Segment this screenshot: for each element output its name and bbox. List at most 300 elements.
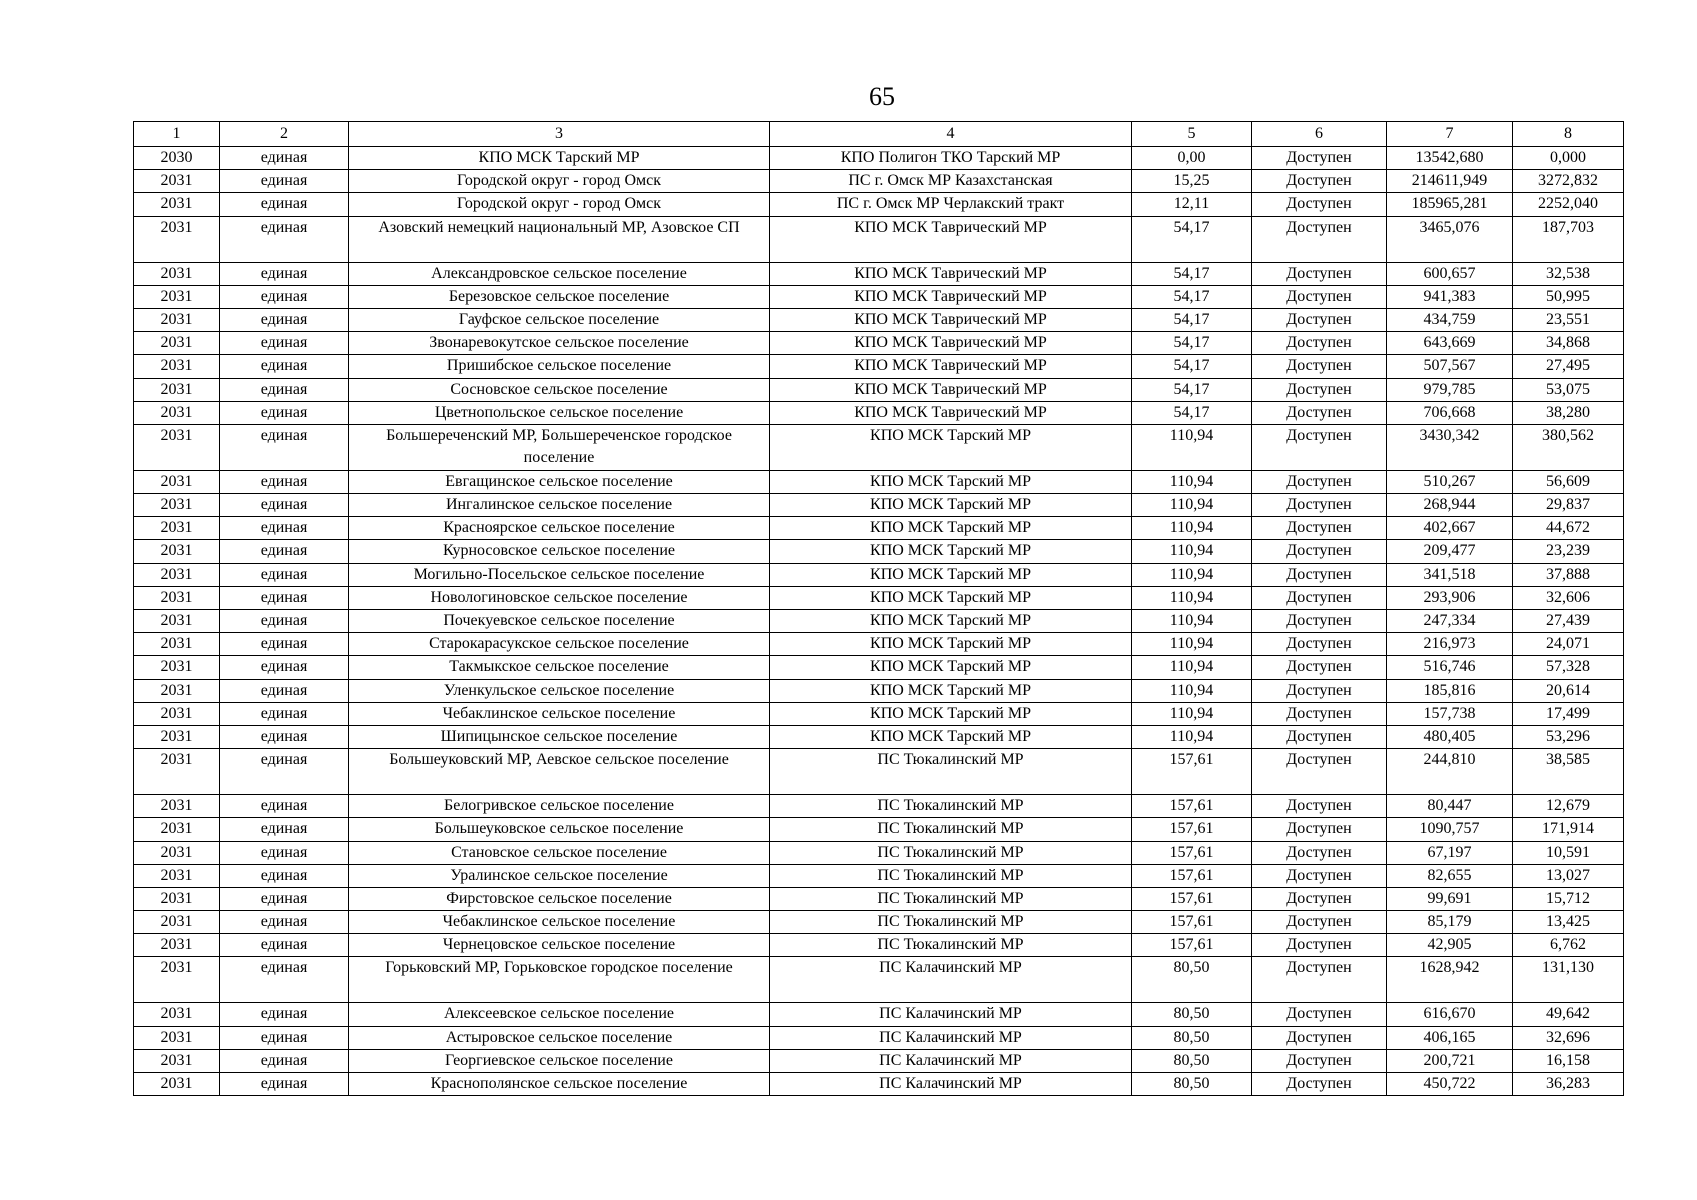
cell-facility: КПО МСК Тарский МР: [770, 725, 1132, 748]
cell-facility: ПС Калачинский МР: [770, 957, 1132, 1003]
cell-year: 2031: [134, 401, 220, 424]
cell-territory: Красноярское сельское поселение: [349, 517, 770, 540]
cell-year: 2031: [134, 424, 220, 470]
cell-facility: КПО МСК Тарский МР: [770, 517, 1132, 540]
cell-territory: Большеуковский МР, Аевское сельское поселение: [349, 749, 770, 795]
cell-status: Доступен: [1252, 864, 1387, 887]
cell-cost: 53,296: [1513, 725, 1624, 748]
cell-distance: 54,17: [1132, 216, 1252, 262]
cell-status: Доступен: [1252, 749, 1387, 795]
table-row: [134, 749, 1624, 795]
cell-status: Доступен: [1252, 887, 1387, 910]
cell-facility: КПО МСК Таврический МР: [770, 262, 1132, 285]
cell-status: Доступен: [1252, 540, 1387, 563]
cell-volume: 67,197: [1387, 841, 1513, 864]
cell-facility: ПС Тюкалинский МР: [770, 864, 1132, 887]
table-row: [134, 818, 1624, 841]
cell-cost: 57,328: [1513, 656, 1624, 679]
cell-territory: Уралинское сельское поселение: [349, 864, 770, 887]
cell-type: единая: [220, 911, 349, 934]
cell-cost: 10,591: [1513, 841, 1624, 864]
cell-cost: 37,888: [1513, 563, 1624, 586]
cell-type: единая: [220, 216, 349, 262]
cell-territory: Такмыкское сельское поселение: [349, 656, 770, 679]
cell-status: Доступен: [1252, 563, 1387, 586]
cell-volume: 85,179: [1387, 911, 1513, 934]
cell-type: единая: [220, 193, 349, 216]
cell-facility: КПО МСК Тарский МР: [770, 633, 1132, 656]
cell-facility: КПО МСК Таврический МР: [770, 308, 1132, 331]
cell-distance: 110,94: [1132, 540, 1252, 563]
cell-status: Доступен: [1252, 1026, 1387, 1049]
cell-facility: КПО Полигон ТКО Тарский МР: [770, 147, 1132, 170]
cell-distance: 54,17: [1132, 262, 1252, 285]
cell-distance: 157,61: [1132, 795, 1252, 818]
table-row: [134, 517, 1624, 540]
cell-volume: 185965,281: [1387, 193, 1513, 216]
cell-year: 2031: [134, 563, 220, 586]
cell-territory: Азовский немецкий национальный МР, Азовское СП: [349, 216, 770, 262]
cell-type: единая: [220, 563, 349, 586]
table-row: [134, 262, 1624, 285]
cell-distance: 12,11: [1132, 193, 1252, 216]
cell-volume: 99,691: [1387, 887, 1513, 910]
cell-distance: 110,94: [1132, 586, 1252, 609]
cell-territory: Городской округ - город Омск: [349, 193, 770, 216]
cell-distance: 54,17: [1132, 401, 1252, 424]
cell-territory: Становское сельское поселение: [349, 841, 770, 864]
cell-volume: 1628,942: [1387, 957, 1513, 1003]
cell-year: 2031: [134, 679, 220, 702]
cell-year: 2031: [134, 517, 220, 540]
cell-volume: 341,518: [1387, 563, 1513, 586]
cell-cost: 187,703: [1513, 216, 1624, 262]
cell-distance: 15,25: [1132, 170, 1252, 193]
cell-distance: 80,50: [1132, 957, 1252, 1003]
cell-status: Доступен: [1252, 911, 1387, 934]
table-row: [134, 378, 1624, 401]
table-row: [134, 610, 1624, 633]
cell-status: Доступен: [1252, 702, 1387, 725]
cell-territory: Чебаклинское сельское поселение: [349, 702, 770, 725]
column-header-1: 1: [134, 122, 220, 147]
cell-distance: 110,94: [1132, 656, 1252, 679]
cell-territory: Могильно-Посельское сельское поселение: [349, 563, 770, 586]
cell-facility: ПС Тюкалинский МР: [770, 841, 1132, 864]
cell-year: 2030: [134, 147, 220, 170]
cell-volume: 3465,076: [1387, 216, 1513, 262]
cell-volume: 516,746: [1387, 656, 1513, 679]
cell-type: единая: [220, 679, 349, 702]
table-row: [134, 540, 1624, 563]
column-header-6: 6: [1252, 122, 1387, 147]
cell-facility: ПС Калачинский МР: [770, 1003, 1132, 1026]
cell-volume: 268,944: [1387, 494, 1513, 517]
cell-cost: 380,562: [1513, 424, 1624, 470]
cell-cost: 24,071: [1513, 633, 1624, 656]
cell-year: 2031: [134, 749, 220, 795]
table-row: [134, 725, 1624, 748]
cell-type: единая: [220, 401, 349, 424]
cell-territory: Сосновское сельское поселение: [349, 378, 770, 401]
cell-cost: 49,642: [1513, 1003, 1624, 1026]
table-row: [134, 934, 1624, 957]
page-number: 65: [869, 82, 895, 111]
cell-facility: ПС Калачинский МР: [770, 1073, 1132, 1096]
cell-territory: Цветнопольское сельское поселение: [349, 401, 770, 424]
cell-status: Доступен: [1252, 355, 1387, 378]
cell-facility: КПО МСК Тарский МР: [770, 494, 1132, 517]
cell-cost: 171,914: [1513, 818, 1624, 841]
table-row: [134, 1003, 1624, 1026]
cell-status: Доступен: [1252, 308, 1387, 331]
cell-type: единая: [220, 749, 349, 795]
cell-year: 2031: [134, 795, 220, 818]
cell-territory: Евгащинское сельское поселение: [349, 470, 770, 493]
cell-status: Доступен: [1252, 170, 1387, 193]
cell-year: 2031: [134, 494, 220, 517]
cell-status: Доступен: [1252, 216, 1387, 262]
cell-status: Доступен: [1252, 1049, 1387, 1072]
cell-type: единая: [220, 841, 349, 864]
cell-distance: 157,61: [1132, 887, 1252, 910]
cell-type: единая: [220, 633, 349, 656]
cell-territory: Гауфское сельское поселение: [349, 308, 770, 331]
cell-year: 2031: [134, 586, 220, 609]
cell-type: единая: [220, 1026, 349, 1049]
table-row: [134, 586, 1624, 609]
cell-year: 2031: [134, 170, 220, 193]
table-row: [134, 887, 1624, 910]
cell-facility: ПС Калачинский МР: [770, 1049, 1132, 1072]
cell-volume: 507,567: [1387, 355, 1513, 378]
cell-status: Доступен: [1252, 494, 1387, 517]
cell-distance: 157,61: [1132, 934, 1252, 957]
cell-type: единая: [220, 795, 349, 818]
cell-type: единая: [220, 586, 349, 609]
cell-year: 2031: [134, 1003, 220, 1026]
cell-distance: 110,94: [1132, 702, 1252, 725]
cell-cost: 50,995: [1513, 285, 1624, 308]
cell-facility: КПО МСК Таврический МР: [770, 378, 1132, 401]
cell-territory: Краснополянское сельское поселение: [349, 1073, 770, 1096]
cell-status: Доступен: [1252, 401, 1387, 424]
cell-distance: 110,94: [1132, 470, 1252, 493]
cell-distance: 110,94: [1132, 610, 1252, 633]
cell-status: Доступен: [1252, 424, 1387, 470]
cell-status: Доступен: [1252, 679, 1387, 702]
cell-type: единая: [220, 1003, 349, 1026]
cell-facility: КПО МСК Тарский МР: [770, 470, 1132, 493]
cell-type: единая: [220, 934, 349, 957]
cell-territory: Старокарасукское сельское поселение: [349, 633, 770, 656]
cell-type: единая: [220, 424, 349, 470]
cell-type: единая: [220, 308, 349, 331]
cell-status: Доступен: [1252, 332, 1387, 355]
cell-territory: Георгиевское сельское поселение: [349, 1049, 770, 1072]
cell-distance: 110,94: [1132, 679, 1252, 702]
cell-distance: 80,50: [1132, 1026, 1252, 1049]
cell-volume: 402,667: [1387, 517, 1513, 540]
cell-status: Доступен: [1252, 656, 1387, 679]
cell-facility: ПС Калачинский МР: [770, 1026, 1132, 1049]
cell-volume: 13542,680: [1387, 147, 1513, 170]
cell-territory: Новологиновское сельское поселение: [349, 586, 770, 609]
cell-status: Доступен: [1252, 193, 1387, 216]
cell-territory: Звонаревокутское сельское поселение: [349, 332, 770, 355]
cell-distance: 54,17: [1132, 308, 1252, 331]
column-header-8: 8: [1513, 122, 1624, 147]
column-header-4: 4: [770, 122, 1132, 147]
cell-facility: КПО МСК Тарский МР: [770, 702, 1132, 725]
table-row: [134, 494, 1624, 517]
cell-distance: 110,94: [1132, 424, 1252, 470]
cell-year: 2031: [134, 332, 220, 355]
cell-facility: ПС г. Омск МР Казахстанская: [770, 170, 1132, 193]
cell-type: единая: [220, 725, 349, 748]
cell-cost: 13,425: [1513, 911, 1624, 934]
cell-year: 2031: [134, 864, 220, 887]
cell-cost: 131,130: [1513, 957, 1624, 1003]
table-row: [134, 656, 1624, 679]
table-body: [134, 147, 1624, 1096]
cell-type: единая: [220, 957, 349, 1003]
cell-volume: 185,816: [1387, 679, 1513, 702]
cell-year: 2031: [134, 193, 220, 216]
cell-territory: Шипицынское сельское поселение: [349, 725, 770, 748]
cell-cost: 23,239: [1513, 540, 1624, 563]
table-row: [134, 864, 1624, 887]
cell-year: 2031: [134, 308, 220, 331]
cell-type: единая: [220, 147, 349, 170]
cell-cost: 17,499: [1513, 702, 1624, 725]
table-row: [134, 957, 1624, 1003]
cell-distance: 157,61: [1132, 864, 1252, 887]
cell-status: Доступен: [1252, 586, 1387, 609]
cell-cost: 56,609: [1513, 470, 1624, 493]
cell-territory: Фирстовское сельское поселение: [349, 887, 770, 910]
table-row: [134, 911, 1624, 934]
table-row: [134, 633, 1624, 656]
cell-cost: 2252,040: [1513, 193, 1624, 216]
table-row: [134, 147, 1624, 170]
cell-status: Доступен: [1252, 262, 1387, 285]
cell-status: Доступен: [1252, 795, 1387, 818]
cell-territory: Большеуковское сельское поселение: [349, 818, 770, 841]
cell-cost: 32,696: [1513, 1026, 1624, 1049]
cell-territory: Пришибское сельское поселение: [349, 355, 770, 378]
table-row: [134, 170, 1624, 193]
cell-volume: 209,477: [1387, 540, 1513, 563]
cell-status: Доступен: [1252, 378, 1387, 401]
cell-volume: 82,655: [1387, 864, 1513, 887]
cell-facility: КПО МСК Таврический МР: [770, 216, 1132, 262]
cell-year: 2031: [134, 540, 220, 563]
column-header-2: 2: [220, 122, 349, 147]
cell-volume: 979,785: [1387, 378, 1513, 401]
cell-status: Доступен: [1252, 470, 1387, 493]
cell-cost: 20,614: [1513, 679, 1624, 702]
cell-territory: Городской округ - город Омск: [349, 170, 770, 193]
table-row: [134, 216, 1624, 262]
cell-distance: 157,61: [1132, 818, 1252, 841]
cell-year: 2031: [134, 818, 220, 841]
cell-type: единая: [220, 332, 349, 355]
cell-volume: 247,334: [1387, 610, 1513, 633]
cell-facility: ПС Тюкалинский МР: [770, 934, 1132, 957]
column-header-5: 5: [1132, 122, 1252, 147]
cell-status: Доступен: [1252, 517, 1387, 540]
cell-type: единая: [220, 656, 349, 679]
cell-year: 2031: [134, 1026, 220, 1049]
table-row: [134, 702, 1624, 725]
cell-type: единая: [220, 887, 349, 910]
cell-territory: Большереченский МР, Большереченское городское поселение: [349, 424, 770, 470]
cell-facility: ПС Тюкалинский МР: [770, 818, 1132, 841]
cell-year: 2031: [134, 887, 220, 910]
cell-territory: Горьковский МР, Горьковское городское поселение: [349, 957, 770, 1003]
cell-volume: 244,810: [1387, 749, 1513, 795]
cell-year: 2031: [134, 1049, 220, 1072]
cell-volume: 216,973: [1387, 633, 1513, 656]
cell-cost: 23,551: [1513, 308, 1624, 331]
cell-status: Доступен: [1252, 1073, 1387, 1096]
cell-cost: 36,283: [1513, 1073, 1624, 1096]
cell-territory: Ингалинское сельское поселение: [349, 494, 770, 517]
cell-cost: 38,585: [1513, 749, 1624, 795]
cell-status: Доступен: [1252, 841, 1387, 864]
table-row: [134, 401, 1624, 424]
cell-cost: 53,075: [1513, 378, 1624, 401]
cell-type: единая: [220, 1073, 349, 1096]
cell-cost: 6,762: [1513, 934, 1624, 957]
cell-year: 2031: [134, 262, 220, 285]
table-row: [134, 470, 1624, 493]
cell-year: 2031: [134, 934, 220, 957]
cell-volume: 42,905: [1387, 934, 1513, 957]
data-table: [133, 121, 1624, 1096]
cell-facility: КПО МСК Таврический МР: [770, 401, 1132, 424]
cell-cost: 32,538: [1513, 262, 1624, 285]
cell-status: Доступен: [1252, 147, 1387, 170]
cell-territory: Почекуевское сельское поселение: [349, 610, 770, 633]
cell-volume: 510,267: [1387, 470, 1513, 493]
cell-status: Доступен: [1252, 285, 1387, 308]
cell-distance: 110,94: [1132, 563, 1252, 586]
cell-type: единая: [220, 355, 349, 378]
table-row: [134, 332, 1624, 355]
table-row: [134, 679, 1624, 702]
cell-type: единая: [220, 262, 349, 285]
cell-year: 2031: [134, 702, 220, 725]
cell-volume: 157,738: [1387, 702, 1513, 725]
cell-type: единая: [220, 494, 349, 517]
table-row: [134, 841, 1624, 864]
table-row: [134, 1073, 1624, 1096]
cell-facility: КПО МСК Тарский МР: [770, 656, 1132, 679]
cell-type: единая: [220, 470, 349, 493]
cell-territory: Чернецовское сельское поселение: [349, 934, 770, 957]
cell-distance: 54,17: [1132, 285, 1252, 308]
cell-facility: КПО МСК Тарский МР: [770, 679, 1132, 702]
table-row: [134, 1049, 1624, 1072]
cell-type: единая: [220, 702, 349, 725]
cell-type: единая: [220, 517, 349, 540]
cell-facility: ПС Тюкалинский МР: [770, 749, 1132, 795]
cell-year: 2031: [134, 1073, 220, 1096]
table-row: [134, 424, 1624, 470]
cell-cost: 13,027: [1513, 864, 1624, 887]
cell-cost: 32,606: [1513, 586, 1624, 609]
cell-volume: 643,669: [1387, 332, 1513, 355]
cell-territory: Александровское сельское поселение: [349, 262, 770, 285]
cell-facility: КПО МСК Тарский МР: [770, 424, 1132, 470]
table-header: [134, 122, 1624, 147]
table-row: [134, 285, 1624, 308]
cell-cost: 27,495: [1513, 355, 1624, 378]
cell-type: единая: [220, 610, 349, 633]
cell-facility: КПО МСК Тарский МР: [770, 563, 1132, 586]
table-row: [134, 308, 1624, 331]
cell-year: 2031: [134, 911, 220, 934]
cell-distance: 54,17: [1132, 378, 1252, 401]
cell-volume: 293,906: [1387, 586, 1513, 609]
cell-type: единая: [220, 285, 349, 308]
cell-facility: ПС г. Омск МР Черлакский тракт: [770, 193, 1132, 216]
cell-distance: 80,50: [1132, 1003, 1252, 1026]
cell-volume: 450,722: [1387, 1073, 1513, 1096]
cell-status: Доступен: [1252, 1003, 1387, 1026]
cell-volume: 1090,757: [1387, 818, 1513, 841]
cell-cost: 3272,832: [1513, 170, 1624, 193]
cell-volume: 616,670: [1387, 1003, 1513, 1026]
cell-cost: 34,868: [1513, 332, 1624, 355]
cell-distance: 80,50: [1132, 1073, 1252, 1096]
table-row: [134, 193, 1624, 216]
table-row: [134, 1026, 1624, 1049]
cell-status: Доступен: [1252, 725, 1387, 748]
cell-cost: 16,158: [1513, 1049, 1624, 1072]
cell-facility: КПО МСК Тарский МР: [770, 540, 1132, 563]
cell-type: единая: [220, 170, 349, 193]
cell-facility: ПС Тюкалинский МР: [770, 911, 1132, 934]
cell-year: 2031: [134, 216, 220, 262]
cell-distance: 157,61: [1132, 749, 1252, 795]
cell-cost: 29,837: [1513, 494, 1624, 517]
cell-year: 2031: [134, 841, 220, 864]
cell-year: 2031: [134, 285, 220, 308]
cell-territory: Алексеевское сельское поселение: [349, 1003, 770, 1026]
cell-volume: 706,668: [1387, 401, 1513, 424]
cell-cost: 44,672: [1513, 517, 1624, 540]
cell-cost: 0,000: [1513, 147, 1624, 170]
cell-status: Доступен: [1252, 633, 1387, 656]
cell-facility: КПО МСК Таврический МР: [770, 285, 1132, 308]
cell-type: единая: [220, 540, 349, 563]
cell-type: единая: [220, 1049, 349, 1072]
cell-volume: 406,165: [1387, 1026, 1513, 1049]
cell-territory: Чебаклинское сельское поселение: [349, 911, 770, 934]
cell-distance: 110,94: [1132, 633, 1252, 656]
cell-territory: Уленкульское сельское поселение: [349, 679, 770, 702]
cell-year: 2031: [134, 656, 220, 679]
cell-type: единая: [220, 818, 349, 841]
cell-status: Доступен: [1252, 957, 1387, 1003]
cell-territory: Астыровское сельское поселение: [349, 1026, 770, 1049]
cell-facility: КПО МСК Таврический МР: [770, 355, 1132, 378]
cell-year: 2031: [134, 610, 220, 633]
cell-distance: 157,61: [1132, 841, 1252, 864]
